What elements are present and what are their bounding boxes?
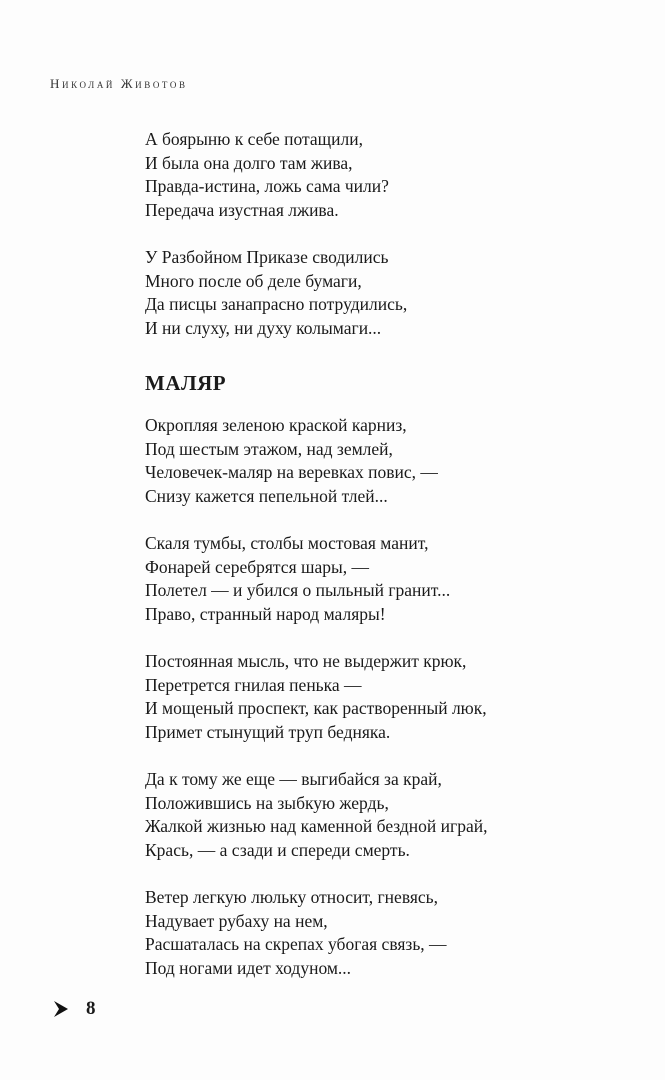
poem-title: МАЛЯР bbox=[145, 371, 227, 395]
stanza bbox=[145, 650, 615, 744]
stanza bbox=[145, 414, 615, 508]
poem-line: И мощеный проспект, как растворенный люк, bbox=[145, 698, 487, 718]
poem-line: Человечек-маляр на веревках повис, — bbox=[145, 462, 438, 482]
poem-body bbox=[145, 414, 615, 980]
poem-line: Право, странный народ маляры! bbox=[145, 603, 386, 624]
poem-line: А боярыню к себе потащили, bbox=[145, 129, 363, 149]
page-content bbox=[145, 128, 615, 1004]
poem-line: И ни слуху, ни духу колымаги... bbox=[145, 317, 382, 338]
poem-line: Передача изустная лжива. bbox=[145, 199, 339, 220]
poem-line: Много после об деле бумаги, bbox=[145, 270, 362, 291]
poem-line: Жалкой жизнью над каменной бездной играй, bbox=[145, 816, 488, 836]
poem-line: Под ногами идет ходуном... bbox=[145, 957, 352, 978]
poem-line: Надувает рубаху на нем, bbox=[145, 910, 328, 931]
poem-line: Окропляя зеленою краской карниз, bbox=[145, 415, 407, 435]
page-number: 8 bbox=[86, 998, 96, 1019]
poem-line: Крась, — а сзади и спереди смерть. bbox=[145, 839, 410, 860]
stanza bbox=[145, 768, 615, 862]
poem-line: Да писцы занапрасно потрудились, bbox=[145, 294, 408, 314]
arrow-right-icon bbox=[52, 998, 72, 1020]
poem-line: Полетел — и убился о пыльный гранит... bbox=[145, 580, 451, 600]
page-footer bbox=[52, 998, 96, 1020]
poem-line: Постоянная мысль, что не выдержит крюк, bbox=[145, 651, 467, 671]
poem-line: Расшаталась на скрепах убогая связь, — bbox=[145, 934, 447, 954]
poem-line: Правда-истина, ложь сама чили? bbox=[145, 176, 389, 196]
poem-line: Скаля тумбы, столбы мостовая манит, bbox=[145, 533, 429, 553]
poem-line: Под шестым этажом, над землей, bbox=[145, 438, 393, 459]
poem-line: Фонарей серебрятся шары, — bbox=[145, 556, 369, 577]
poem-line: Снизу кажется пепельной тлей... bbox=[145, 485, 388, 506]
running-head: Николай Животов bbox=[50, 76, 188, 91]
stanza bbox=[145, 886, 615, 980]
stanza bbox=[145, 532, 615, 626]
poem-line: Перетрется гнилая пенька — bbox=[145, 674, 362, 695]
stanza bbox=[145, 246, 615, 340]
poem-line: Примет стынущий труп бедняка. bbox=[145, 721, 391, 742]
intro-stanzas bbox=[145, 128, 615, 340]
poem-line: Положившись на зыбкую жердь, bbox=[145, 792, 389, 813]
poem-line: И была она долго там жива, bbox=[145, 152, 353, 173]
poem-line: Да к тому же еще — выгибайся за край, bbox=[145, 769, 442, 789]
poem-line: Ветер легкую люльку относит, гневясь, bbox=[145, 887, 439, 907]
poem-line: У Разбойном Приказе сводились bbox=[145, 247, 389, 267]
stanza bbox=[145, 128, 615, 222]
